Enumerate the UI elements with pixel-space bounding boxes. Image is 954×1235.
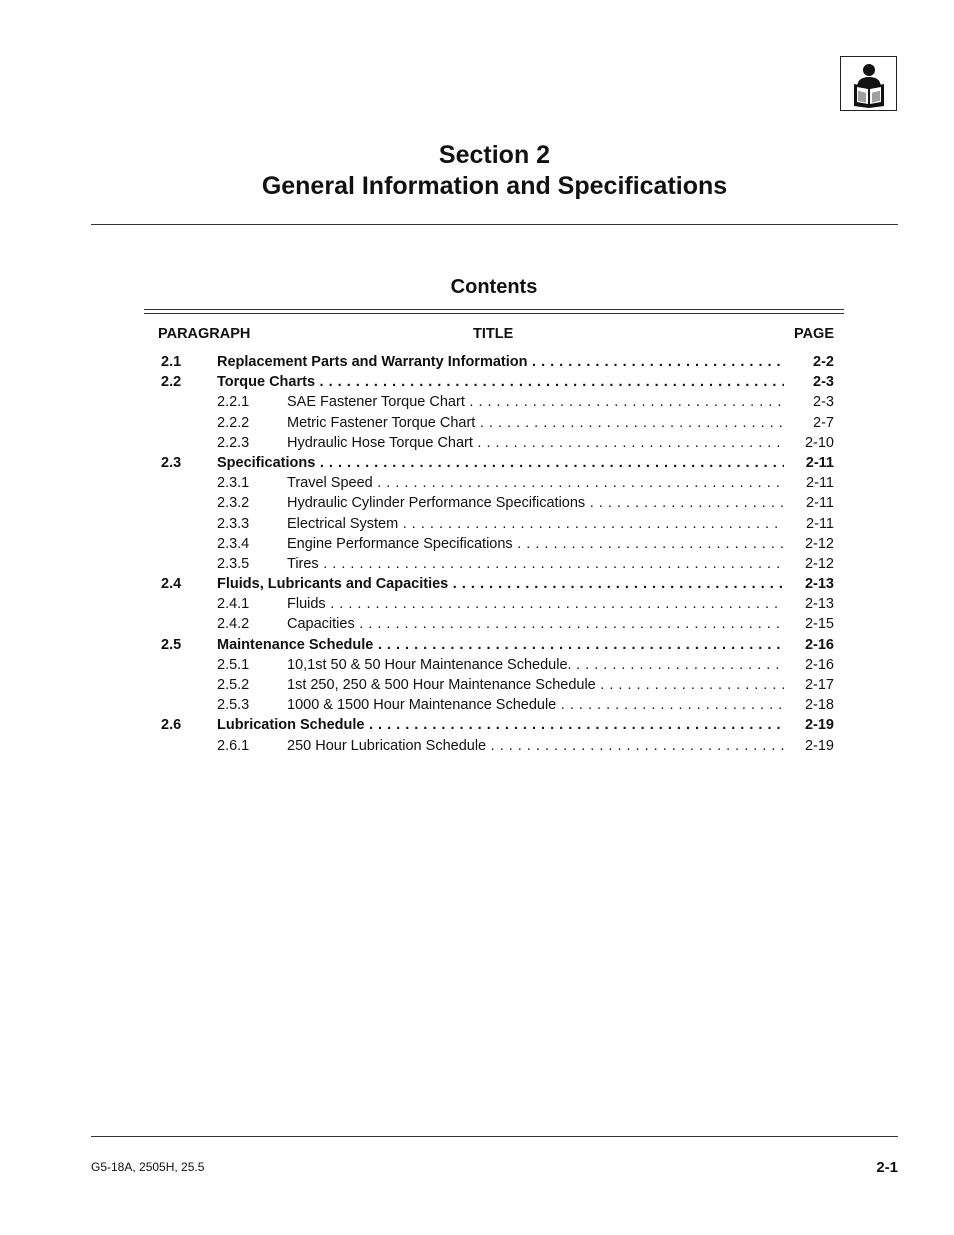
toc-entry[interactable] [158, 515, 834, 535]
toc-list [158, 353, 834, 757]
toc-entry-title: Hydraulic Hose Torque Chart . . . [287, 434, 784, 452]
toc-entry-title: Fluids, Lubricants and Capacities . . . [217, 575, 784, 593]
toc-entry[interactable] [158, 575, 834, 595]
toc-entry-number: 2.3.5 [217, 555, 250, 572]
toc-entry-title: 1000 & 1500 Hour Maintenance Schedule . . . [287, 696, 784, 714]
toc-entry-page: 2-16 [804, 636, 834, 653]
toc-entry-number: 2.2.1 [217, 394, 250, 411]
toc-entry-title: 1st 250, 250 & 500 Hour Maintenance Schedule . . . [287, 676, 784, 694]
toc-entry-page: 2-3 [813, 374, 834, 391]
toc-entry-number: 2.6 [161, 717, 182, 734]
toc-entry-title: Specifications . . . [217, 454, 784, 472]
toc-entry-number: 2.1 [161, 354, 182, 370]
toc-entry-title: Metric Fastener Torque Chart . . . [287, 414, 784, 432]
toc-entry-title: 10,1st 50 & 50 Hour Maintenance Schedule. . . . [287, 656, 784, 674]
contents-heading: Contents [450, 276, 538, 298]
toc-entry[interactable] [158, 535, 834, 555]
title-divider [91, 224, 898, 225]
toc-entry-page: 2-11 [806, 495, 834, 512]
operator-reading-manual-icon [851, 62, 887, 108]
toc-entry[interactable] [158, 373, 834, 393]
toc-entry[interactable] [158, 636, 834, 656]
toc-entry-page: 2-18 [804, 697, 834, 714]
toc-entry[interactable] [158, 555, 834, 575]
toc-entry-page: 2-7 [813, 414, 834, 431]
footer-divider [91, 1136, 898, 1137]
column-header-page: PAGE [793, 326, 834, 342]
column-header-title: TITLE [473, 326, 514, 342]
toc-entry-title: Travel Speed . . . [287, 474, 784, 492]
toc-entry-number: 2.2.3 [217, 434, 250, 451]
footer-doc-id: G5-18A, 2505H, 25.5 [91, 1160, 205, 1174]
toc-entry[interactable] [158, 656, 834, 676]
toc-entry[interactable] [158, 353, 834, 373]
toc-entry[interactable] [158, 454, 834, 474]
toc-entry-title: SAE Fastener Torque Chart . . . [287, 393, 784, 411]
toc-entry-page: 2-3 [813, 394, 834, 411]
toc-entry-number: 2.4.1 [217, 596, 250, 613]
toc-entry-title: Fluids . . . [287, 595, 784, 613]
toc-entry-page: 2-15 [804, 616, 834, 633]
toc-entry-page: 2-10 [804, 434, 834, 451]
toc-entry[interactable] [158, 696, 834, 716]
toc-entry[interactable] [158, 494, 834, 514]
toc-entry[interactable] [158, 474, 834, 494]
toc-entry-title: Maintenance Schedule . . . [217, 636, 784, 654]
toc-entry-title: Hydraulic Cylinder Performance Specifications . . . [287, 494, 784, 512]
toc-entry-number: 2.5 [161, 636, 182, 653]
toc-entry-title: Capacities . . . [287, 615, 784, 633]
toc-entry-page: 2-13 [804, 596, 834, 613]
toc-entry-number: 2.5.1 [217, 656, 250, 673]
toc-entry-number: 2.6.1 [217, 737, 250, 754]
toc-entry-number: 2.2 [161, 374, 182, 391]
footer-page-number: 2-1 [876, 1159, 898, 1176]
toc-entry-page: 2-16 [804, 656, 834, 673]
toc-entry-title: Engine Performance Specifications . . . [287, 535, 784, 553]
toc-entry[interactable] [158, 414, 834, 434]
toc-header-row [158, 326, 834, 344]
toc-entry[interactable] [158, 595, 834, 615]
toc-entry-number: 2.3.3 [217, 515, 250, 532]
toc-entry-page: 2-11 [805, 454, 834, 471]
toc-entry-page: 2-12 [804, 535, 834, 552]
toc-entry[interactable] [158, 393, 834, 413]
manual-icon-box [840, 56, 897, 111]
toc-entry-title: Lubrication Schedule . . . [217, 716, 784, 734]
toc-entry-page: 2-12 [804, 555, 834, 572]
toc-entry-number: 2.3.1 [217, 475, 250, 492]
toc-entry-number: 2.5.3 [217, 697, 250, 714]
toc-entry-number: 2.3.4 [217, 535, 250, 552]
toc-entry[interactable] [158, 434, 834, 454]
toc-entry-page: 2-19 [804, 737, 834, 754]
contents-double-rule-top [144, 309, 844, 310]
toc-entry-page: 2-13 [804, 576, 834, 593]
toc-entry-title: Tires . . . [287, 555, 784, 573]
section-subtitle: General Information and Specifications [261, 172, 728, 200]
toc-entry-title: Torque Charts . . . [217, 373, 784, 391]
contents-double-rule-bottom [144, 313, 844, 314]
toc-entry-page: 2-19 [804, 717, 834, 734]
toc-entry-number: 2.3 [161, 454, 182, 471]
toc-entry-number: 2.3.2 [217, 495, 250, 512]
toc-entry-number: 2.5.2 [217, 677, 250, 693]
toc-entry-number: 2.4.2 [217, 616, 250, 633]
toc-entry-number: 2.2.2 [217, 414, 250, 431]
toc-entry-title: 250 Hour Lubrication Schedule . . . [287, 737, 784, 755]
toc-entry-title: Electrical System . . . [287, 515, 784, 533]
toc-entry-number: 2.4 [161, 576, 182, 593]
section-title-block [91, 140, 898, 202]
toc-entry-page: 2-11 [806, 515, 834, 532]
toc-entry-title: Replacement Parts and Warranty Information . . . [217, 353, 784, 371]
toc-entry[interactable] [158, 737, 834, 757]
toc-entry[interactable] [158, 615, 834, 635]
toc-entry-page: 2-17 [804, 677, 834, 693]
toc-entry[interactable] [158, 676, 834, 696]
column-header-paragraph: PARAGRAPH [158, 326, 251, 342]
section-title: Section 2 [438, 141, 551, 169]
toc-entry[interactable] [158, 716, 834, 736]
toc-entry-page: 2-11 [806, 475, 834, 492]
toc-entry-page: 2-2 [813, 354, 834, 370]
